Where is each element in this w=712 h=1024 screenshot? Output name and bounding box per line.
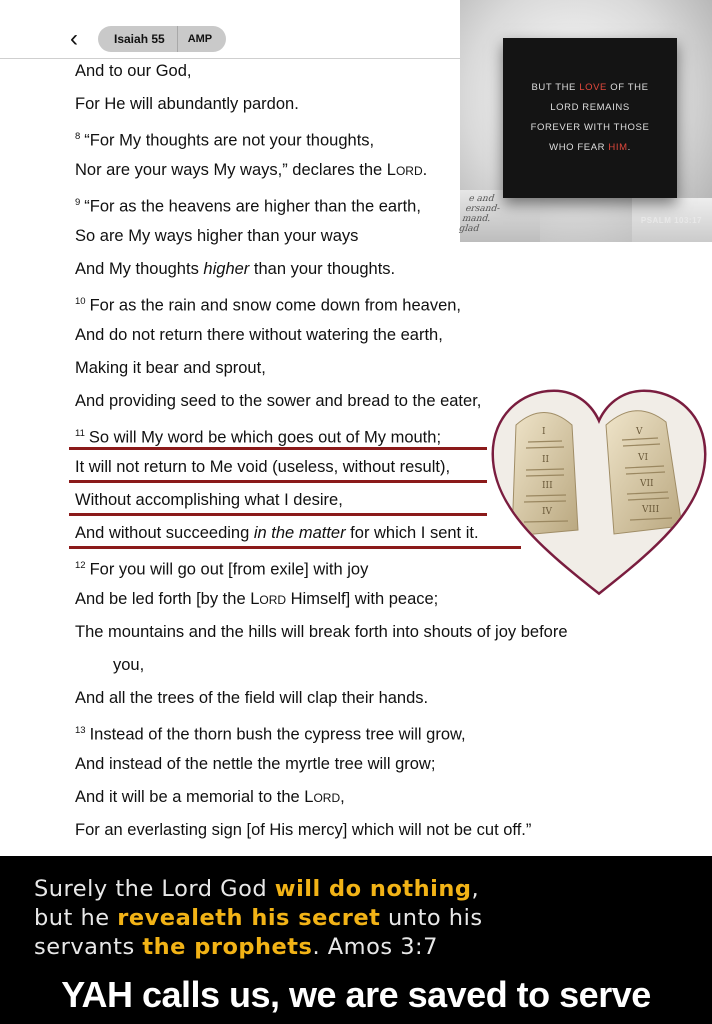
verse-number: 10 [75, 296, 86, 307]
verse-number: 9 [75, 197, 81, 208]
open-bible-page: e and ersand- mand. glad [460, 190, 540, 242]
verse-line: So are My ways higher than your ways [75, 227, 359, 245]
reader-header [0, 0, 460, 59]
verse-line: Without accomplishing what I desire, [75, 491, 343, 509]
verse-line: Making it bear and sprout, [75, 359, 266, 377]
verse-line: And do not return there without watering the earth, [75, 326, 443, 344]
tablet-numeral: VIII [642, 505, 660, 515]
tagline: YAH calls us, we are saved to serve [61, 974, 651, 1015]
verse-line: Nor are your ways My ways,” declares the Lord. [75, 161, 428, 179]
verse-number: 12 [75, 560, 86, 571]
tablet-numeral: VI [638, 453, 649, 463]
verse-line: For He will abundantly pardon. [75, 95, 299, 113]
tablet-numeral: I [542, 427, 546, 437]
verse-line: The mountains and the hills will break forth into shouts of joy before [75, 623, 568, 641]
verse-number: 8 [75, 131, 81, 142]
tablet-numeral: IV [542, 507, 553, 517]
psalm-reference: PSALM 103:17 [640, 216, 702, 225]
book-chapter-button[interactable]: Isaiah 55 [98, 26, 178, 52]
verse-number: 13 [75, 725, 86, 736]
heart-tablets-image [486, 380, 712, 598]
verse-line: $^{13}$ Instead of the thorn bush the cypress tree will grow, [75, 725, 466, 744]
verse-line: $^{10}$ For as the rain and snow come down from heaven, [75, 296, 462, 315]
verse-line: And instead of the nettle the myrtle tree will grow; [75, 755, 436, 773]
tablet-numeral: VII [640, 479, 654, 489]
banner-line: but he revealeth his secret unto his [34, 905, 483, 931]
version-button[interactable]: AMP [187, 33, 213, 45]
verse-line: $^9$ “For as the heavens are higher than the earth, [75, 197, 421, 216]
highlight-underline [69, 546, 521, 549]
verse-line: And providing seed to the sower and bread to the eater, [75, 392, 482, 410]
highlight-underline [69, 480, 487, 483]
tablet-numeral: II [542, 455, 550, 465]
verse-line: And without succeeding in the matter for which I sent it. [75, 524, 479, 542]
verse-line: And be led forth [by the Lord Himself] with peace; [75, 590, 439, 608]
highlight-underline [69, 513, 487, 516]
verse-line: you, [113, 656, 145, 674]
chevron-left-icon[interactable]: ‹ [70, 25, 78, 52]
banner-line: servants the prophets. Amos 3:7 [34, 934, 438, 960]
verse-line: And to our God, [75, 62, 192, 80]
verse-line: For an everlasting sign [of His mercy] which will not be cut off.” [75, 821, 532, 839]
verse-line: And all the trees of the field will clap their hands. [75, 689, 429, 707]
passage-selector [98, 26, 226, 52]
verse-line: It will not return to Me void (useless, without result), [75, 458, 451, 476]
highlight-underline [69, 447, 487, 450]
tablet-numeral: III [542, 481, 553, 491]
verse-number: 11 [75, 428, 85, 439]
verse-line: And My thoughts higher than your thoughts. [75, 260, 396, 278]
banner-line: Surely the Lord God will do nothing, [34, 876, 480, 902]
verse-line: $^{12}$ For you will go out [from exile] with joy [75, 560, 369, 579]
verse-line: $^8$ “For My thoughts are not your thoughts, [75, 131, 375, 150]
tablet-numeral: V [636, 427, 643, 437]
quote-card: BUT THE LOVE OF THE LORD REMAINS FOREVER WITH THOSE WHO FEAR HIM. [503, 38, 677, 198]
psalm-quote-image [457, 0, 712, 242]
verse-line: And it will be a memorial to the Lord, [75, 788, 345, 806]
verse-line: $^{11}$ So will My word be which goes out of My mouth; [75, 428, 442, 447]
